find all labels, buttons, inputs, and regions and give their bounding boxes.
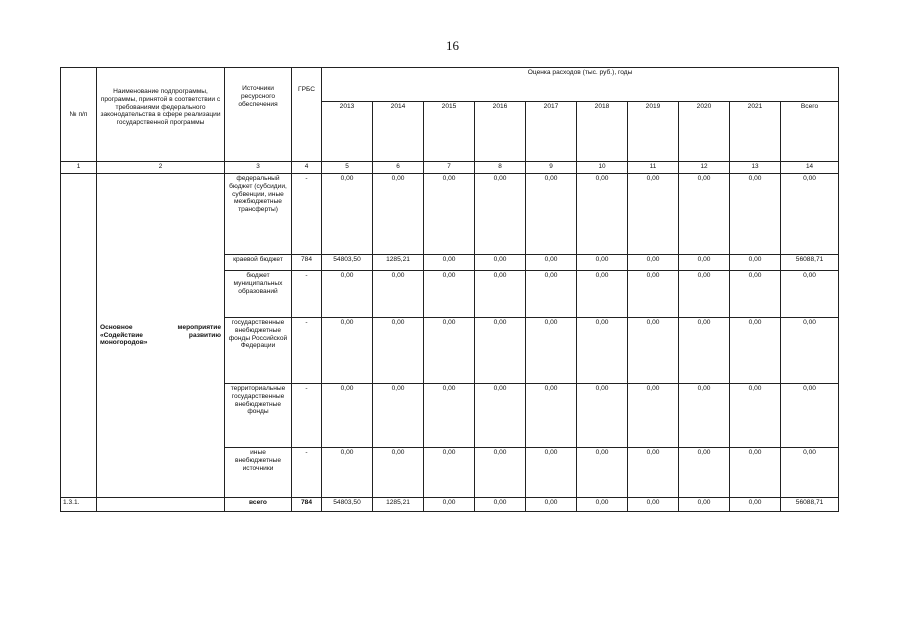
value-cell: 0,00 [577, 318, 628, 384]
value-cell: 0,00 [424, 448, 475, 498]
source-cell: государственные внебюджетные фонды Российской Федерации [225, 318, 292, 384]
value-cell: 0,00 [373, 174, 424, 255]
value-cell: 0,00 [424, 271, 475, 318]
value-cell: 0,00 [679, 384, 730, 448]
grbs-cell: - [292, 174, 322, 255]
activity-word: «Содействие [100, 331, 143, 339]
total-value-cell: 0,00 [679, 498, 730, 512]
activity-name [97, 174, 225, 498]
value-cell: 0,00 [322, 318, 373, 384]
total-value-cell: 0,00 [628, 498, 679, 512]
page-number: 16 [446, 38, 459, 53]
index-cell: 5 [322, 162, 373, 174]
year-2019: 2019 [628, 102, 679, 162]
index-cell: 9 [526, 162, 577, 174]
index-cell: 4 [292, 162, 322, 174]
source-cell: территориальные государственные внебюджетные фонды [225, 384, 292, 448]
year-2020: 2020 [679, 102, 730, 162]
value-cell: 0,00 [730, 384, 781, 448]
grbs-cell: - [292, 384, 322, 448]
value-cell: 0,00 [373, 448, 424, 498]
value-cell: 0,00 [322, 384, 373, 448]
index-cell: 11 [628, 162, 679, 174]
value-cell: 0,00 [577, 448, 628, 498]
value-cell: 1285,21 [373, 255, 424, 271]
value-cell: 0,00 [526, 174, 577, 255]
header-no: № п/п [61, 68, 97, 162]
value-cell: 0,00 [322, 174, 373, 255]
value-cell: 56088,71 [781, 255, 839, 271]
activity-word: Основное [100, 323, 133, 331]
value-cell: 0,00 [424, 255, 475, 271]
header-sources: Источники ресурсного обеспечения [225, 68, 292, 162]
value-cell: 0,00 [475, 318, 526, 384]
value-cell: 0,00 [730, 448, 781, 498]
value-cell: 0,00 [373, 384, 424, 448]
value-cell: 0,00 [526, 271, 577, 318]
index-cell: 7 [424, 162, 475, 174]
value-cell: 0,00 [424, 174, 475, 255]
value-cell: 54803,50 [322, 255, 373, 271]
index-cell: 13 [730, 162, 781, 174]
activity-word: мероприятие [177, 323, 221, 331]
value-cell: 0,00 [679, 255, 730, 271]
value-cell: 0,00 [730, 174, 781, 255]
source-cell: бюджет муниципальных образований [225, 271, 292, 318]
value-cell: 0,00 [322, 271, 373, 318]
year-2015: 2015 [424, 102, 475, 162]
total-number: 1.3.1. [61, 498, 97, 512]
value-cell: 0,00 [730, 255, 781, 271]
value-cell: 0,00 [577, 384, 628, 448]
grbs-cell: - [292, 448, 322, 498]
total-name-empty [97, 498, 225, 512]
header-costs: Оценка расходов (тыс. руб.), годы [322, 68, 839, 102]
value-cell: 0,00 [475, 255, 526, 271]
index-cell: 2 [97, 162, 225, 174]
source-cell: федеральный бюджет (субсидии, субвенции, иные межбюджетные трансферты) [225, 174, 292, 255]
source-cell: краевой бюджет [225, 255, 292, 271]
value-cell: 0,00 [526, 448, 577, 498]
source-cell: иные внебюджетные источники [225, 448, 292, 498]
value-cell: 0,00 [628, 174, 679, 255]
index-cell: 3 [225, 162, 292, 174]
total-value-cell: 54803,50 [322, 498, 373, 512]
year-2021: 2021 [730, 102, 781, 162]
value-cell: 0,00 [628, 448, 679, 498]
value-cell: 0,00 [373, 271, 424, 318]
value-cell: 0,00 [424, 384, 475, 448]
total-row [61, 498, 839, 512]
grbs-cell: 784 [292, 255, 322, 271]
value-cell: 0,00 [577, 174, 628, 255]
value-cell: 0,00 [322, 448, 373, 498]
value-cell: 0,00 [526, 384, 577, 448]
value-cell: 0,00 [373, 318, 424, 384]
total-grbs: 784 [292, 498, 322, 512]
value-cell: 0,00 [475, 271, 526, 318]
header-grbs: ГРБС [292, 68, 322, 162]
value-cell: 0,00 [781, 384, 839, 448]
value-cell: 0,00 [730, 318, 781, 384]
total-value-cell: 0,00 [424, 498, 475, 512]
activity-word: моногородов» [100, 339, 148, 347]
value-cell: 0,00 [424, 318, 475, 384]
year-2018: 2018 [577, 102, 628, 162]
budget-table [60, 67, 839, 512]
value-cell: 0,00 [781, 448, 839, 498]
value-cell: 0,00 [577, 255, 628, 271]
year-2014: 2014 [373, 102, 424, 162]
value-cell: 0,00 [475, 448, 526, 498]
value-cell: 0,00 [475, 384, 526, 448]
total-source: всего [225, 498, 292, 512]
value-cell: 0,00 [679, 271, 730, 318]
year-2013: 2013 [322, 102, 373, 162]
value-cell: 0,00 [679, 174, 730, 255]
value-cell: 0,00 [628, 384, 679, 448]
index-cell: 10 [577, 162, 628, 174]
value-cell: 0,00 [781, 318, 839, 384]
index-cell: 1 [61, 162, 97, 174]
value-cell: 0,00 [628, 318, 679, 384]
row-number-empty [61, 174, 97, 498]
activity-word: развитию [188, 331, 221, 339]
value-cell: 0,00 [730, 271, 781, 318]
index-cell: 14 [781, 162, 839, 174]
header-name: Наименование подпрограммы, программы, принятой в соответствии с требованиями федерального законодательства в сфере реализации государственной программы [97, 68, 225, 162]
total-value-cell: 0,00 [526, 498, 577, 512]
value-cell: 0,00 [526, 255, 577, 271]
value-cell: 0,00 [679, 448, 730, 498]
value-cell: 0,00 [628, 271, 679, 318]
total-value-cell: 0,00 [730, 498, 781, 512]
value-cell: 0,00 [577, 271, 628, 318]
value-cell: 0,00 [526, 318, 577, 384]
index-cell: 8 [475, 162, 526, 174]
index-cell: 6 [373, 162, 424, 174]
index-cell: 12 [679, 162, 730, 174]
value-cell: 0,00 [679, 318, 730, 384]
year-2016: 2016 [475, 102, 526, 162]
total-value-cell: 0,00 [475, 498, 526, 512]
total-value-cell: 1285,21 [373, 498, 424, 512]
grbs-cell: - [292, 318, 322, 384]
table-row [61, 174, 839, 255]
total-value-cell: 56088,71 [781, 498, 839, 512]
year-total: Всего [781, 102, 839, 162]
grbs-cell: - [292, 271, 322, 318]
year-2017: 2017 [526, 102, 577, 162]
value-cell: 0,00 [781, 174, 839, 255]
value-cell: 0,00 [781, 271, 839, 318]
total-value-cell: 0,00 [577, 498, 628, 512]
value-cell: 0,00 [475, 174, 526, 255]
value-cell: 0,00 [628, 255, 679, 271]
column-index-row [61, 162, 839, 174]
